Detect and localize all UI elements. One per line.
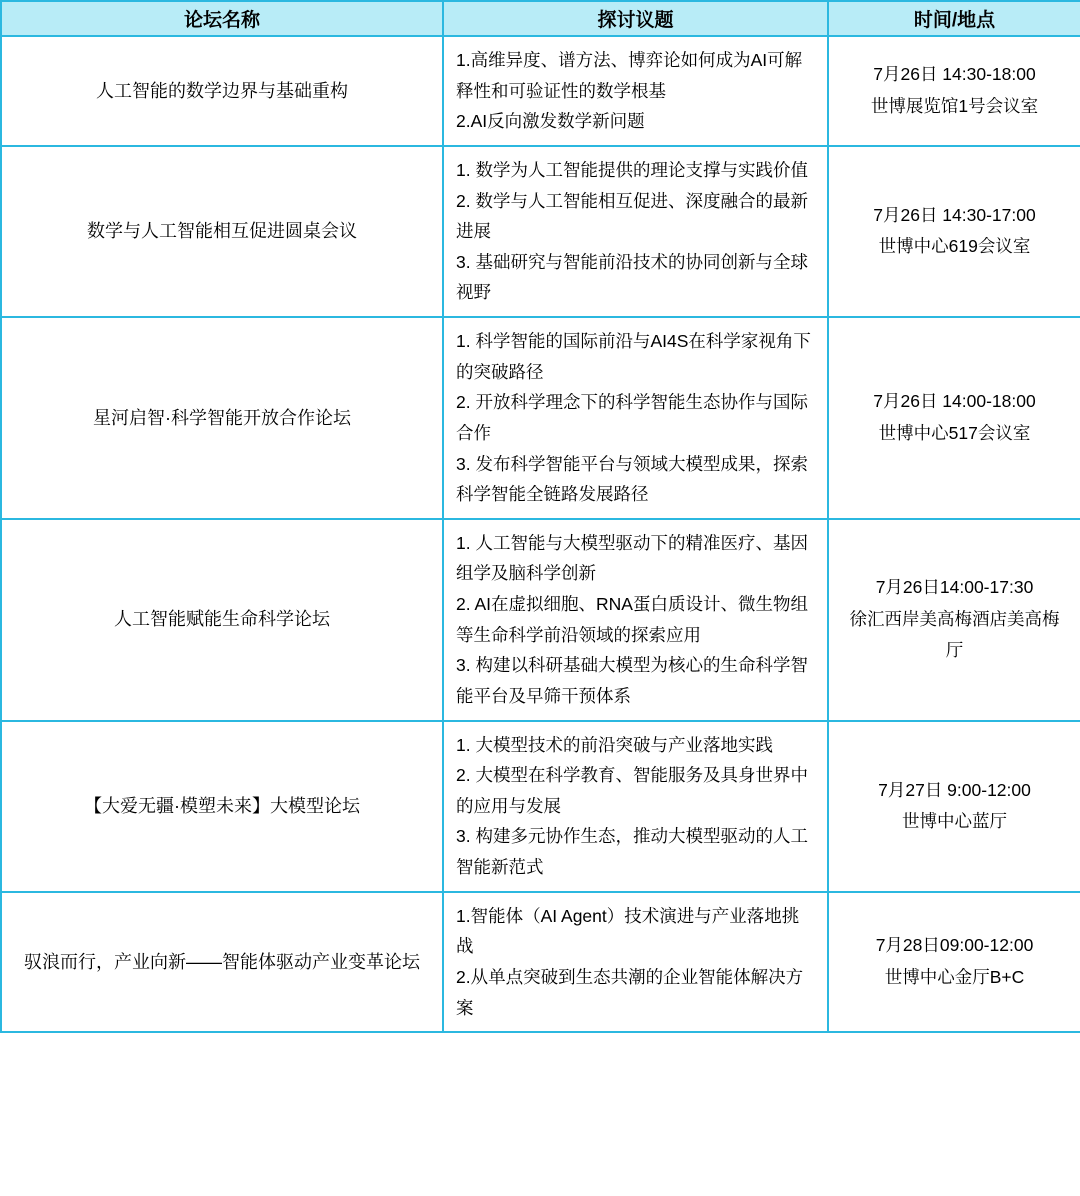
forum-name-cell: 数学与人工智能相互促进圆桌会议 [1,146,443,317]
topic-line: 1.高维异度、谱方法、博弈论如何成为AI可解释性和可验证性的数学根基 [456,50,803,101]
location-line: 世博中心619会议室 [878,236,1031,257]
column-header-time-location: 时间/地点 [828,1,1080,36]
time-line: 7月26日 14:30-17:00 [873,204,1036,225]
table-body [1,36,1080,1032]
topics-cell [443,317,828,519]
table-row [1,317,1080,519]
topic-line: 2. 大模型在科学教育、智能服务及具身世界中的应用与发展 [456,765,808,816]
forum-name-cell: 人工智能赋能生命科学论坛 [1,519,443,721]
table-header-row [1,1,1080,36]
time-line: 7月26日14:00-17:30 [875,577,1034,598]
location-line: 世博中心517会议室 [878,422,1031,443]
topic-line: 1. 大模型技术的前沿突破与产业落地实践 [456,734,773,755]
topic-line: 1.智能体（AI Agent）技术演进与产业落地挑战 [456,905,800,957]
topic-line: 2.从单点突破到生态共潮的企业智能体解决方案 [456,966,804,1018]
forum-name-cell: 驭浪而行，产业向新——智能体驱动产业变革论坛 [1,892,443,1033]
table-row [1,519,1080,721]
location-line: 徐汇西岸美高梅酒店美高梅厅 [849,608,1060,661]
topic-line: 2. 开放科学理念下的科学智能生态协作与国际合作 [456,392,808,443]
time-location-cell [828,146,1080,317]
topic-line: 1. 人工智能与大模型驱动下的精准医疗、基因组学及脑科学创新 [456,532,808,584]
location-line: 世博中心金厅B+C [884,966,1025,987]
topics-cell [443,36,828,146]
time-line: 7月26日 14:30-18:00 [873,64,1036,85]
topic-line: 3. 构建以科研基础大模型为核心的生命科学智能平台及早筛干预体系 [456,655,808,706]
topics-cell [443,146,828,317]
column-header-topics: 探讨议题 [443,1,828,36]
time-location-cell [828,721,1080,892]
topic-line: 3. 基础研究与智能前沿技术的协同创新与全球视野 [456,251,808,303]
time-line: 7月26日 14:00-18:00 [873,391,1036,412]
topic-line: 2.AI反向激发数学新问题 [456,111,645,132]
topic-line: 1. 数学为人工智能提供的理论支撑与实践价值 [456,159,808,180]
forum-name-cell: 【大爱无疆·模塑未来】大模型论坛 [1,721,443,892]
topic-line: 2. 数学与人工智能相互促进、深度融合的最新进展 [456,190,808,242]
topic-line: 2. AI在虚拟细胞、RNA蛋白质设计、微生物组等生命科学前沿领域的探索应用 [456,594,808,645]
forum-name-cell: 星河启智·科学智能开放合作论坛 [1,317,443,519]
location-line: 世博中心蓝厅 [902,811,1007,832]
topics-cell [443,519,828,721]
time-line: 7月27日 9:00-12:00 [878,779,1031,800]
time-location-cell [828,892,1080,1033]
forum-name-cell: 人工智能的数学边界与基础重构 [1,36,443,146]
time-location-cell [828,317,1080,519]
location-line: 世博展览馆1号会议室 [870,95,1039,116]
table-row [1,36,1080,146]
topics-cell [443,721,828,892]
time-location-cell [828,36,1080,146]
topic-line: 1. 科学智能的国际前沿与AI4S在科学家视角下的突破路径 [456,331,811,382]
time-line: 7月28日09:00-12:00 [875,935,1034,956]
table-row [1,146,1080,317]
time-location-cell [828,519,1080,721]
table-header [1,1,1080,36]
topic-line: 3. 发布科学智能平台与领域大模型成果，探索科学智能全链路发展路径 [456,453,808,505]
topics-cell [443,892,828,1033]
table-row [1,721,1080,892]
table-row [1,892,1080,1033]
column-header-forum-name: 论坛名称 [1,1,443,36]
topic-line: 3. 构建多元协作生态，推动大模型驱动的人工智能新范式 [456,826,808,877]
